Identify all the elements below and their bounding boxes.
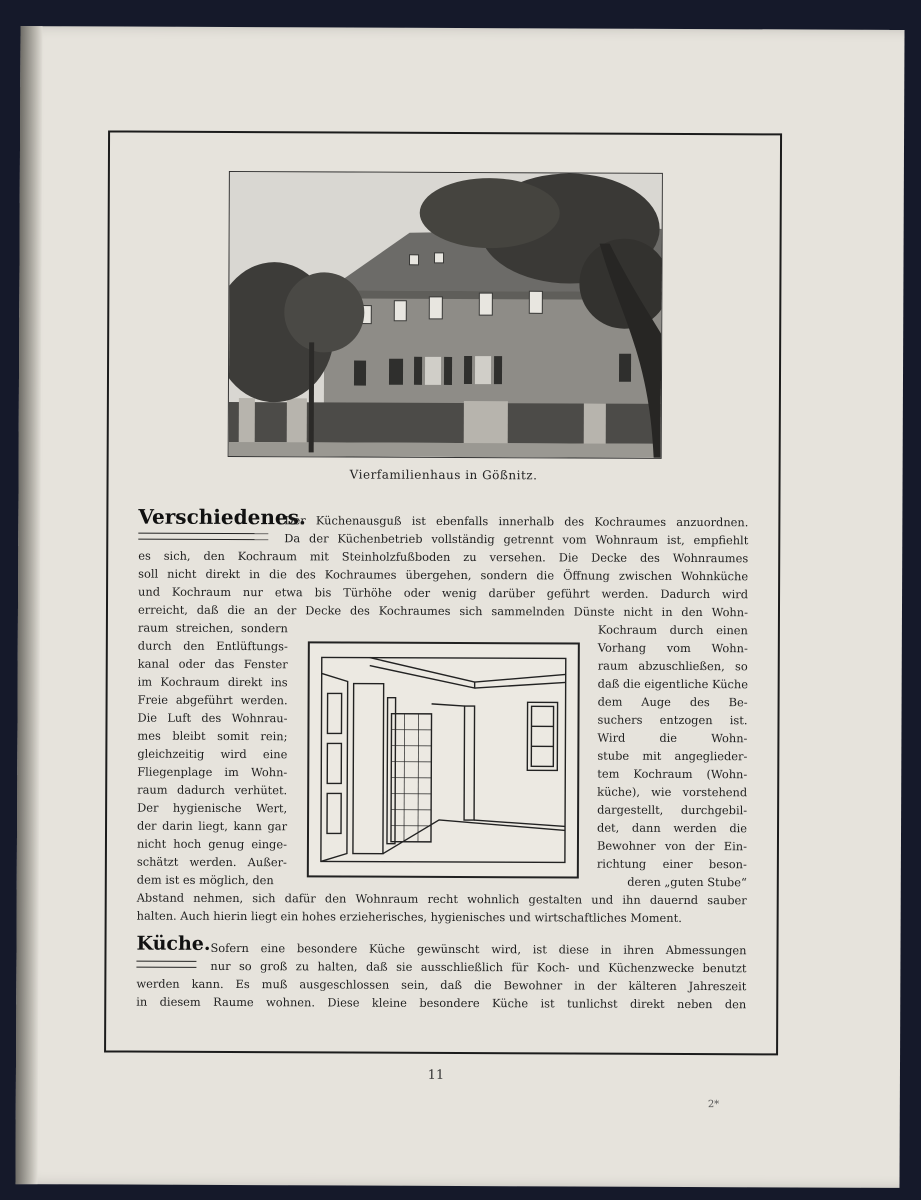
left-line: Der hygienische Wert, (137, 800, 288, 816)
left-text-column (137, 619, 288, 890)
right-line: dem Auge des Be- (597, 694, 748, 710)
left-line: durch den Entlüftungs- (137, 638, 288, 654)
heading-verschiedenes-underline (138, 533, 268, 541)
left-line: Freie abgeführt werden. (137, 692, 288, 708)
right-text-column (597, 621, 748, 892)
left-line: mes bleibt somit rein; (137, 728, 288, 744)
book-page (15, 26, 904, 1188)
left-line: schätzt werden. Außer- (136, 854, 287, 870)
right-line: Bewohner von der Ein- (596, 838, 747, 854)
heading-kueche: Küche. (136, 932, 211, 955)
kueche-paragraph (136, 975, 746, 1014)
verschiedenes-line-6: erreicht, daß die an der Decke des Kochraumes sich sammelnden Dünste nicht in den Wohn- (137, 602, 749, 620)
verschiedenes-line-2: Da der Küchenbetrieb vollständig getrennt vom Wohnraum ist, empfiehlt (284, 531, 749, 548)
closing-line-1: Abstand nehmen, sich dafür den Wohnraum recht wohnlich gestalten und ihn dauernd sauber (136, 890, 747, 908)
page-spine-edge (15, 26, 42, 1184)
right-line: raum abzuschließen, so (597, 658, 748, 674)
left-line: raum streichen, sondern (137, 620, 288, 636)
right-line: Kochraum durch einen (597, 622, 748, 638)
left-line: nicht hoch genug einge- (136, 836, 287, 852)
heading-verschiedenes: Verschiedenes. (138, 504, 306, 530)
right-line: stube mit angeglieder- (597, 748, 748, 764)
kueche-line-3: werden kann. Es muß ausgeschlossen sein, daß die Bewohner in der kälteren Jahreszeit (136, 976, 747, 994)
printer-signature: 2* (707, 1099, 720, 1111)
house-photograph (228, 171, 663, 459)
right-line: Wird die Wohn- (597, 730, 748, 746)
left-line: Fliegenplage im Wohn- (137, 764, 288, 780)
right-line: dargestellt, durchgebil- (597, 802, 748, 818)
closing-line-2: halten. Auch hierin liegt ein hohes erzieherisches, hygienisches und wirtschaftliches Moment. (136, 908, 682, 925)
photo-caption: Vierfamilienhaus in Gößnitz. (349, 467, 538, 483)
right-line: suchers entzogen ist. (597, 712, 748, 728)
right-line: deren „guten Stube“ (627, 874, 747, 890)
right-line: richtung einer beson- (596, 856, 747, 872)
left-line: kanal oder das Fenster (137, 656, 288, 672)
left-line: im Kochraum direkt ins (137, 674, 288, 690)
right-line: tem Kochraum (Wohn- (597, 766, 748, 782)
left-line: raum dadurch verhütet. (137, 782, 288, 798)
verschiedenes-line-5: und Kochraum nur etwa bis Türhöhe oder wenig darüber geführt werden. Dadurch wird (138, 584, 749, 602)
left-line: dem ist es möglich, den (136, 872, 274, 888)
heading-kueche-underline (136, 961, 196, 968)
right-line: det, dann werden die (597, 820, 748, 836)
printed-frame (104, 130, 782, 1055)
left-line: der darin liegt, kann gar (137, 818, 288, 834)
kueche-line-2: nur so groß zu halten, daß sie ausschließlich für Koch- und Küchenzwecke benutzt (210, 958, 747, 976)
verschiedenes-paragraph (138, 547, 748, 622)
verschiedenes-line-1: Der Küchenausguß ist ebenfalls innerhalb des Kochraumes anzuordnen. (284, 513, 749, 530)
kueche-line-1: Sofern eine besondere Küche gewünscht wird, ist diese in ihren Abmessungen (210, 940, 747, 958)
kitchen-interior-drawing (307, 641, 580, 878)
verschiedenes-line-4: soll nicht direkt in die des Kochraumes übergehen, sondern die Öffnung zwischen Wohnküche (138, 566, 749, 584)
left-line: Die Luft des Wohnrau- (137, 710, 288, 726)
right-line: daß die eigentliche Küche (597, 676, 749, 692)
verschiedenes-line-3: es sich, den Kochraum mit Steinholzfußboden zu versehen. Die Decke des Wohnraumes (138, 548, 749, 566)
right-line: küche), wie vorstehend (597, 784, 748, 800)
right-line: Vorhang vom Wohn- (597, 640, 748, 656)
page-number: 11 (427, 1067, 445, 1083)
verschiedenes-closing (137, 889, 747, 928)
kueche-line-4: in diesem Raume wohnen. Diese kleine besondere Küche ist tunlichst direkt neben den (136, 994, 747, 1012)
left-line: gleichzeitig wird eine (137, 746, 288, 762)
